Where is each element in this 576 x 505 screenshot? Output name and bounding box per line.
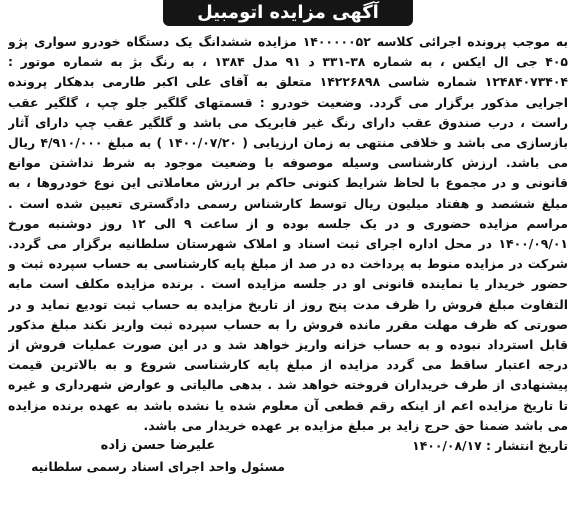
- notice-title: آگهی مزایده اتومبیل: [163, 0, 413, 26]
- publication-date: ۱۴۰۰/۰۸/۱۷: [412, 438, 482, 453]
- signature-block: [8, 435, 308, 477]
- signer-title: مسئول واحد اجرای اسناد رسمی سلطانیه: [31, 459, 285, 474]
- notice-body: [8, 32, 568, 436]
- signer-name: علیرضا حسن زاده: [100, 438, 216, 453]
- notice-paragraph: به موجب پرونده اجرائی کلاسه ۱۴۰۰۰۰۰۵۲ مزایده ششدانگ یک دستگاه خودرو سواری پژو ۴۰۵ جی ال ایکس ، به شماره ۳۸-۳۳۱ د ۹۱ مدل ۱۳۸۴ ، به رنگ بژ به شماره موتور : ۱۲۴۸۴۰۷۳۴۰۴ شماره شاسی ۱۴۲۲۶۸۹۸ متعلق به آقای علی اکبر طارمی بدهکار پرونده اجرایی مذکور برگزار می گردد. وضعیت خودرو : قسمتهای گلگیر جلو چپ ، گلگیر عقب راست ، درب صندوق عقب دارای رنگ غیر فابریک می باشد و گلگیر عقب چپ دارای آثار بازسازی می باشد و خلافی منتهی به زمان ارزیابی ( ۱۴۰۰/۰۷/۲۰ ) به مبلغ ۴/۹۱۰/۰۰۰ ریال می باشد. ارزش کارشناسی وسیله موصوفه با وضعیت موجود به شرط نداشتن موانع قانونی و در مجموع با لحاظ شرایط کنونی حاکم بر ارزش معاملاتی این نوع خودروها ، به مبلغ ششصد و هفتاد میلیون ریال توسط کارشناس رسمی دادگستری تعیین شده است . مراسم مزایده حضوری و در یک جلسه بوده و از ساعت ۹ الی ۱۲ روز دوشنبه مورخ ۱۴۰۰/۰۹/۰۱ در محل اداره اجرای ثبت اسناد و املاک شهرستان سلطانیه برگزار می گردد. شرکت در مزایده منوط به پرداخت ده در صد از مبلغ پایه کارشناسی به حساب سپرده ثبت و حضور خریدار یا نماینده قانونی او در جلسه مزایده است . برنده مزایده مکلف است مابه التفاوت مبلغ فروش را ظرف مدت پنج روز از تاریخ مزایده به حساب ثبت تودیع نماید و در صورتی که ظرف مهلت مقرر مانده فروش را به حساب سپرده ثبت واریز نکند مبلغ مذکور قابل استرداد نبوده و به حساب خزانه واریز خواهد شد و در این صورت عملیات فروش از درجه اعتبار ساقط می گردد مزایده از مبلغ پایه کارشناسی شروع و به بالاترین قیمت پیشنهادی از طرف خریداران فروخته خواهد شد . بدهی مالیاتی و عوارض شهرداری و غیره تا تاریخ مزایده اعم از اینکه رقم قطعی آن معلوم شده یا نشده باشد به عهده برنده مزایده می باشد ضمنا حق حرج زاید بر مبلغ مزایده بر عهده خریدار می باشد.: [8, 34, 568, 433]
- notice-footer: [8, 435, 568, 495]
- publication-date-line: [412, 435, 568, 456]
- publication-label: تاریخ انتشار :: [486, 438, 568, 453]
